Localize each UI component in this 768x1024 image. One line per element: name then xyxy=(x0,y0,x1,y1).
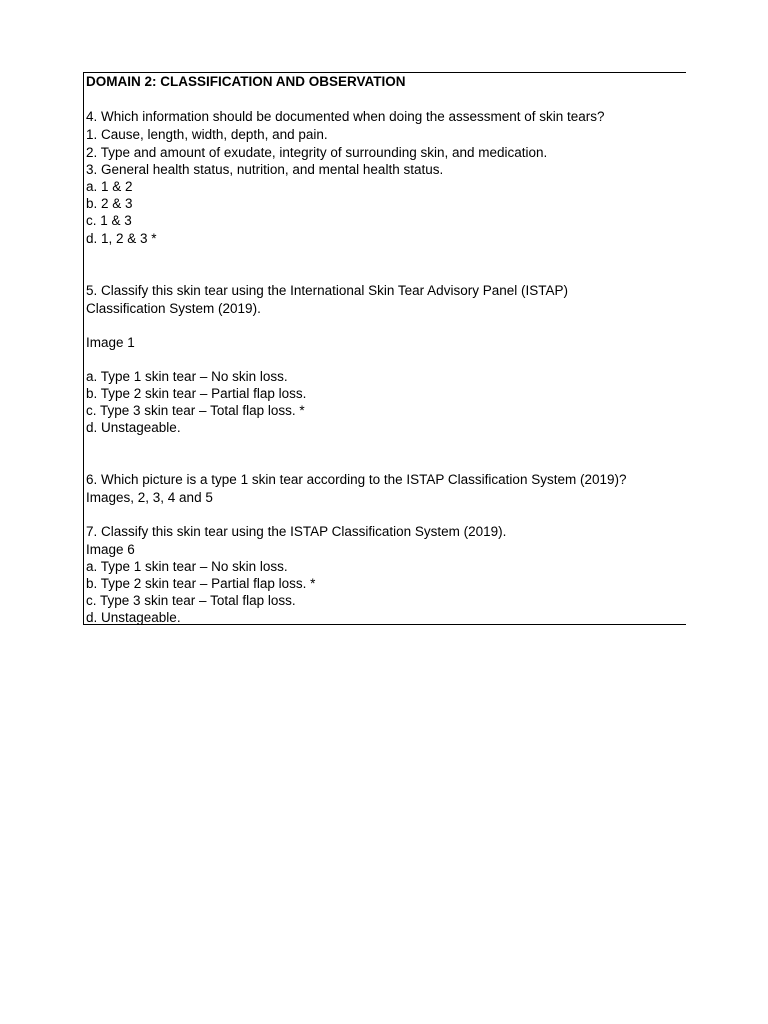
q6-answer: Images, 2, 3, 4 and 5 xyxy=(86,490,213,505)
q4-question: 4. Which information should be documented when doing the assessment of skin tears? xyxy=(86,109,605,124)
q7-option-b: b. Type 2 skin tear – Partial flap loss. * xyxy=(86,576,316,591)
q5-question-line2: Classification System (2019). xyxy=(86,301,261,316)
q4-option-a: a. 1 & 2 xyxy=(86,179,133,194)
q5-image-ref: Image 1 xyxy=(86,335,135,350)
q5-question-line1: 5. Classify this skin tear using the International Skin Tear Advisory Panel (ISTAP) xyxy=(86,283,568,298)
q5-option-c: c. Type 3 skin tear – Total flap loss. * xyxy=(86,403,305,418)
q5-option-b: b. Type 2 skin tear – Partial flap loss. xyxy=(86,386,307,401)
q4-option-b: b. 2 & 3 xyxy=(86,196,133,211)
q6-question: 6. Which picture is a type 1 skin tear according to the ISTAP Classification System (2019)? xyxy=(86,472,627,487)
q4-item-2: 2. Type and amount of exudate, integrity of surrounding skin, and medication. xyxy=(86,145,548,160)
q7-option-a: a. Type 1 skin tear – No skin loss. xyxy=(86,559,288,574)
q4-item-3: 3. General health status, nutrition, and mental health status. xyxy=(86,162,444,177)
q4-item-1: 1. Cause, length, width, depth, and pain. xyxy=(86,127,328,142)
q7-question: 7. Classify this skin tear using the ISTAP Classification System (2019). xyxy=(86,524,507,539)
q4-option-d: d. 1, 2 & 3 * xyxy=(86,231,157,246)
q4-option-c: c. 1 & 3 xyxy=(86,213,132,228)
q7-image-ref: Image 6 xyxy=(86,542,135,557)
section-heading: DOMAIN 2: CLASSIFICATION AND OBSERVATION xyxy=(86,74,406,89)
q7-option-d: d. Unstageable. xyxy=(86,610,181,625)
q5-option-d: d. Unstageable. xyxy=(86,420,181,435)
q7-option-c: c. Type 3 skin tear – Total flap loss. xyxy=(86,593,296,608)
q5-option-a: a. Type 1 skin tear – No skin loss. xyxy=(86,369,288,384)
